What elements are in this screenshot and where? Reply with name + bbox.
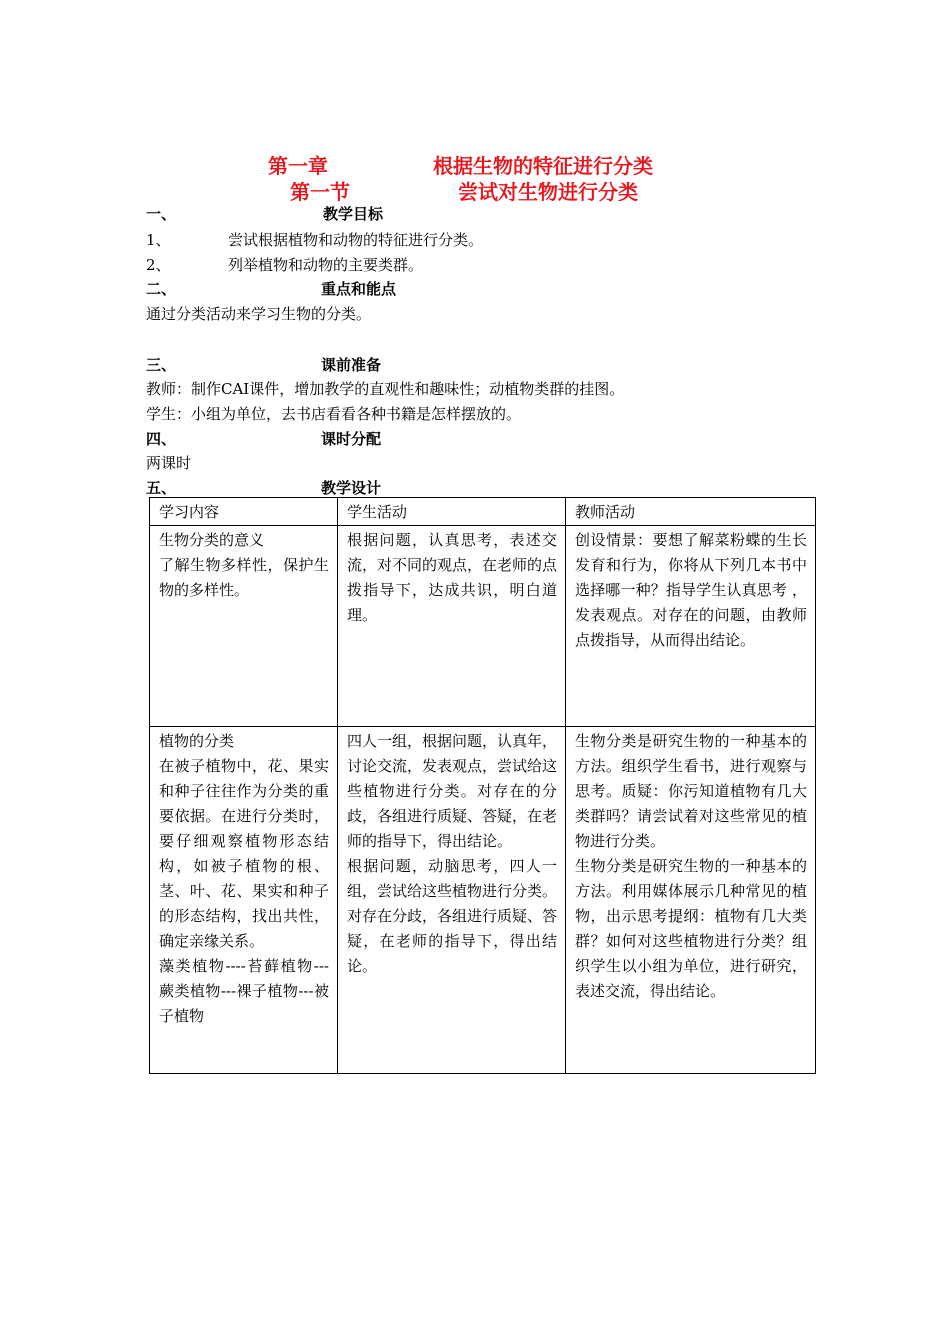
section-3-title: 课前准备 (321, 356, 382, 374)
content-text: 藻类植物----苔藓植物---蕨类植物---裸子植物---被子植物 (159, 957, 329, 1025)
section-title: 尝试对生物进行分类 (458, 180, 638, 204)
content-text: 在被子植物中，花、果实和种子往往作为分类的重要依据。在进行分类时，要仔细观察植物形态结构，如被子植物的根、茎、叶、花、果实和种子的形态结构，找出共性，确定亲缘关系。 (159, 757, 329, 950)
section-2-number: 二、 (146, 280, 177, 298)
student-activity-text: 四人一组，根据问题，认真年，讨论交流，发表观点，尝试给这些植物进行分类。对存在的分歧，各组进行质疑、答疑，在老师的指导下，得出结论。 (347, 732, 558, 850)
student-activity-text: 根据问题，动脑思考，四人一组，尝试给这些植物进行分类。对存在分歧，各组进行质疑、答疑，在老师的指导下，得出结论。 (347, 857, 558, 975)
teacher-activity-text: 生物分类是研究生物的一种基本的方法。组织学生看书，进行观察与思考。质疑：你污知道植物有几大类群吗？请尝试着对这些常见的植物进行分类。 (575, 732, 807, 850)
learning-content-cell (150, 526, 338, 727)
teacher-preparation: 教师：制作CAI课件，增加教学的直观性和趣味性；动植物类群的挂图。 (146, 380, 625, 398)
table-header-row (150, 498, 816, 526)
objective-1-text: 尝试根据植物和动物的特征进行分类。 (228, 231, 484, 249)
section-4-title: 课时分配 (321, 430, 382, 448)
section-4-number: 四、 (146, 430, 177, 448)
objective-2-text: 列举植物和动物的主要类群。 (228, 256, 424, 274)
objective-2-number: 2、 (146, 256, 171, 274)
student-activity-cell (338, 727, 566, 1074)
chapter-title: 根据生物的特征进行分类 (433, 154, 653, 178)
teaching-design-table (149, 497, 816, 1074)
table-row (150, 526, 816, 727)
content-heading: 植物的分类 (159, 732, 235, 750)
learning-content-cell (150, 727, 338, 1074)
section-2-text: 通过分类活动来学习生物的分类。 (146, 305, 372, 323)
section-1-title: 教学目标 (323, 205, 384, 223)
section-5-number: 五、 (146, 479, 177, 497)
student-preparation: 学生：小组为单位，去书店看看各种书籍是怎样摆放的。 (146, 405, 522, 423)
section-4-text: 两课时 (146, 454, 192, 472)
content-text: 了解生物多样性，保护生物的多样性。 (159, 556, 329, 599)
section-2-title: 重点和能点 (321, 280, 397, 298)
teacher-activity-text: 生物分类是研究生物的一种基本的方法。利用媒体展示几种常见的植物，出示思考提纲：植物有几大类群？如何对这些植物进行分类？组织学生以小组为单位，进行研究，表述交流，得出结论。 (575, 857, 807, 1000)
section-label: 第一节 (290, 180, 350, 204)
student-activity-text: 根据问题，认真思考，表述交流，对不同的观点，在老师的点拨指导下，达成共识，明白道理。 (347, 531, 558, 624)
header-student-activity: 学生活动 (338, 498, 566, 526)
objective-1-number: 1、 (146, 231, 171, 249)
header-teacher-activity: 教师活动 (566, 498, 816, 526)
section-3-number: 三、 (146, 356, 177, 374)
section-5-title: 教学设计 (321, 479, 382, 497)
teacher-activity-text: 创设情景：要想了解菜粉蝶的生长发育和行为，你将从下列几本书中选择哪一种？指导学生认真思考 ，发表观点。对存在的问题，由教师点拨指导，从而得出结论。 (575, 531, 807, 649)
content-heading: 生物分类的意义 (159, 531, 265, 549)
header-learning-content: 学习内容 (150, 498, 338, 526)
section-1-number: 一、 (146, 205, 177, 223)
student-activity-cell (338, 526, 566, 727)
teacher-activity-cell (566, 526, 816, 727)
teacher-activity-cell (566, 727, 816, 1074)
table-row (150, 727, 816, 1074)
chapter-label: 第一章 (268, 154, 328, 178)
